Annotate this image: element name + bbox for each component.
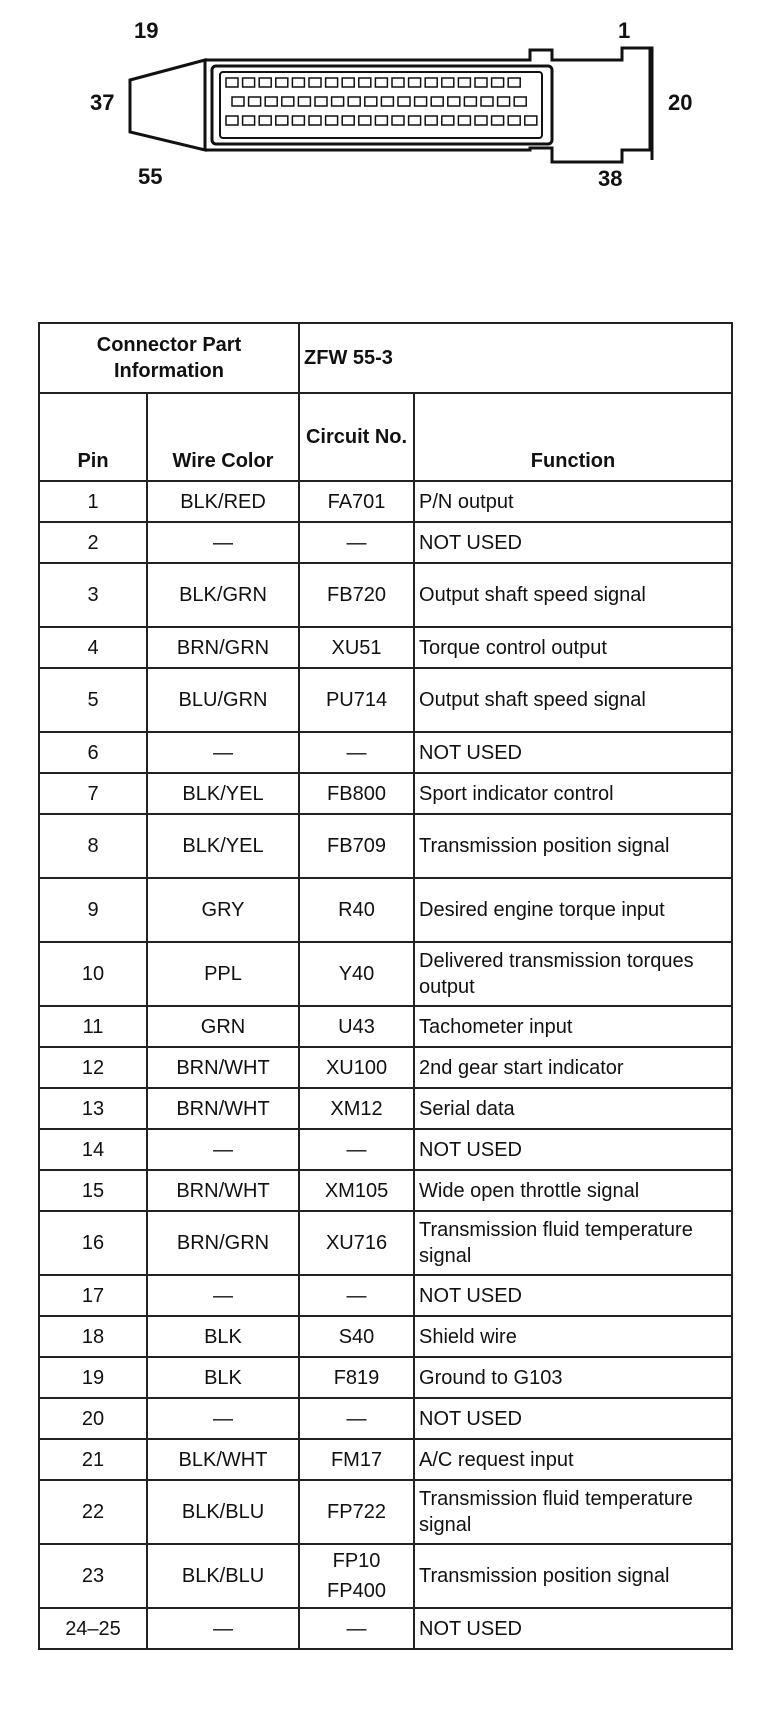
table-row <box>39 1316 732 1357</box>
cell-function: Output shaft speed signal <box>414 668 732 732</box>
cell-pin: 4 <box>39 627 147 668</box>
connector-cavity <box>475 116 487 125</box>
circuit-line-1: FP10 <box>332 1550 381 1572</box>
connector-cavity <box>249 97 261 106</box>
cell-pin: 10 <box>39 942 147 1006</box>
connector-cavity <box>425 78 437 87</box>
table-row <box>39 1006 732 1047</box>
table-row <box>39 481 732 522</box>
table-row <box>39 563 732 627</box>
cell-function: NOT USED <box>414 732 732 773</box>
cell-function: Torque control output <box>414 627 732 668</box>
table-row <box>39 814 732 878</box>
cell-wire-color: BRN/WHT <box>147 1088 299 1129</box>
connector-cavity <box>458 78 470 87</box>
connector-cavity <box>425 116 437 125</box>
cell-circuit-no <box>299 1544 414 1608</box>
cell-pin: 11 <box>39 1006 147 1047</box>
connector-cavity <box>315 97 327 106</box>
cell-pin: 3 <box>39 563 147 627</box>
cell-pin: 5 <box>39 668 147 732</box>
cell-pin: 12 <box>39 1047 147 1088</box>
cell-function: Tachometer input <box>414 1006 732 1047</box>
connector-cavity <box>359 116 371 125</box>
cell-function: NOT USED <box>414 1398 732 1439</box>
connector-cavity <box>292 116 304 125</box>
connector-cavity <box>342 78 354 87</box>
connector-cavity <box>508 116 520 125</box>
table-row <box>39 1047 732 1088</box>
table-row <box>39 942 732 1006</box>
connector-cavity <box>259 116 271 125</box>
table-row <box>39 732 732 773</box>
connector-cavity <box>282 97 294 106</box>
cell-wire-color: GRN <box>147 1006 299 1047</box>
connector-cavity <box>292 78 304 87</box>
cell-wire-color: BLK/GRN <box>147 563 299 627</box>
table-row <box>39 773 732 814</box>
table-row <box>39 668 732 732</box>
table-row <box>39 1357 732 1398</box>
cell-pin: 8 <box>39 814 147 878</box>
connector-cavity <box>298 97 310 106</box>
cell-function: Output shaft speed signal <box>414 563 732 627</box>
pin-label-left: 37 <box>90 90 115 115</box>
connector-cavity <box>448 97 460 106</box>
connector-cavity <box>431 97 443 106</box>
connector-cavity <box>492 116 504 125</box>
cell-pin: 1 <box>39 481 147 522</box>
cell-function: NOT USED <box>414 1275 732 1316</box>
cell-pin: 6 <box>39 732 147 773</box>
cell-circuit-no: XU716 <box>299 1211 414 1275</box>
cell-wire-color: BRN/WHT <box>147 1047 299 1088</box>
cell-circuit-no: R40 <box>299 878 414 942</box>
cell-circuit-no: FP722 <box>299 1480 414 1544</box>
connector-cavity <box>276 116 288 125</box>
connector-cavity <box>309 78 321 87</box>
cell-pin: 20 <box>39 1398 147 1439</box>
cell-function: Ground to G103 <box>414 1357 732 1398</box>
cell-pin: 15 <box>39 1170 147 1211</box>
cell-circuit-no: XM105 <box>299 1170 414 1211</box>
header-function: Function <box>414 393 732 481</box>
connector-cavity <box>398 97 410 106</box>
connector-cavity <box>464 97 476 106</box>
cell-pin: 13 <box>39 1088 147 1129</box>
cell-pin: 17 <box>39 1275 147 1316</box>
cell-wire-color: BRN/GRN <box>147 1211 299 1275</box>
cell-circuit-no: — <box>299 1608 414 1649</box>
cell-pin: 2 <box>39 522 147 563</box>
connector-part-number: ZFW 55-3 <box>299 323 732 393</box>
cell-function: Transmission position signal <box>414 1544 732 1608</box>
connector-cavity <box>381 97 393 106</box>
table-row <box>39 1439 732 1480</box>
cell-wire-color: BLK/WHT <box>147 1439 299 1480</box>
cell-circuit-no: FA701 <box>299 481 414 522</box>
cell-circuit-no: FM17 <box>299 1439 414 1480</box>
cell-circuit-no: — <box>299 1129 414 1170</box>
cell-pin: 7 <box>39 773 147 814</box>
connector-cavity <box>375 78 387 87</box>
connector-cavity <box>326 78 338 87</box>
cell-function: Transmission position signal <box>414 814 732 878</box>
cell-circuit-no: — <box>299 522 414 563</box>
cell-wire-color: BLK <box>147 1316 299 1357</box>
table-row <box>39 627 732 668</box>
table-row <box>39 1608 732 1649</box>
cell-function: Serial data <box>414 1088 732 1129</box>
cell-wire-color: PPL <box>147 942 299 1006</box>
connector-cavity <box>392 78 404 87</box>
connector-cavity <box>226 78 238 87</box>
pin-label-top-left: 19 <box>134 18 159 43</box>
connector-cavity <box>359 78 371 87</box>
cell-function: Transmission fluid temperature signal <box>414 1480 732 1544</box>
connector-cavity <box>475 78 487 87</box>
cell-wire-color: — <box>147 1398 299 1439</box>
connector-cavity <box>481 97 493 106</box>
cell-wire-color: — <box>147 732 299 773</box>
cell-circuit-no: XM12 <box>299 1088 414 1129</box>
pin-label-top-right: 1 <box>618 18 631 43</box>
cell-function: P/N output <box>414 481 732 522</box>
cell-wire-color: BLK/BLU <box>147 1480 299 1544</box>
cell-pin: 24–25 <box>39 1608 147 1649</box>
cell-pin: 18 <box>39 1316 147 1357</box>
table-row <box>39 1398 732 1439</box>
connector-cavity <box>348 97 360 106</box>
pinout-table <box>38 322 733 1650</box>
table-row <box>39 1088 732 1129</box>
connector-cavity <box>332 97 344 106</box>
cell-wire-color: BLK/YEL <box>147 773 299 814</box>
cell-function: NOT USED <box>414 1129 732 1170</box>
cell-function: A/C request input <box>414 1439 732 1480</box>
connector-cavity <box>508 78 520 87</box>
cell-function: Sport indicator control <box>414 773 732 814</box>
connector-cavity <box>326 116 338 125</box>
cell-circuit-no: XU100 <box>299 1047 414 1088</box>
table-row <box>39 1544 732 1608</box>
table-body <box>39 481 732 1649</box>
cell-function: Delivered transmission torques output <box>414 942 732 1006</box>
table-row <box>39 1129 732 1170</box>
cell-pin: 9 <box>39 878 147 942</box>
cell-function: 2nd gear start indicator <box>414 1047 732 1088</box>
connector-cavity <box>243 116 255 125</box>
cell-circuit-no: S40 <box>299 1316 414 1357</box>
connector-cavity <box>226 116 238 125</box>
cell-circuit-no: PU714 <box>299 668 414 732</box>
pin-label-bottom-right: 38 <box>598 166 623 191</box>
cell-function: Transmission fluid temperature signal <box>414 1211 732 1275</box>
connector-diagram <box>0 0 768 230</box>
cell-circuit-no: FB709 <box>299 814 414 878</box>
table-row <box>39 522 732 563</box>
connector-cavity <box>514 97 526 106</box>
cell-wire-color: BLK/RED <box>147 481 299 522</box>
connector-cavity <box>442 78 454 87</box>
connector-cavity <box>365 97 377 106</box>
connector-cavity <box>409 78 421 87</box>
cell-pin: 21 <box>39 1439 147 1480</box>
cell-wire-color: — <box>147 1608 299 1649</box>
cell-pin: 19 <box>39 1357 147 1398</box>
cell-pin: 22 <box>39 1480 147 1544</box>
cell-wire-color: BLU/GRN <box>147 668 299 732</box>
connector-cavity <box>525 116 537 125</box>
cell-circuit-no: — <box>299 1398 414 1439</box>
header-wire-color: Wire Color <box>147 393 299 481</box>
cell-function: NOT USED <box>414 522 732 563</box>
table-row <box>39 1275 732 1316</box>
cell-circuit-no: U43 <box>299 1006 414 1047</box>
cell-pin: 16 <box>39 1211 147 1275</box>
connector-cavity <box>232 97 244 106</box>
header-circuit-no: Circuit No. <box>299 393 414 481</box>
connector-cavity <box>442 116 454 125</box>
connector-cavity <box>276 78 288 87</box>
cell-function: NOT USED <box>414 1608 732 1649</box>
cell-circuit-no: — <box>299 1275 414 1316</box>
connector-outline <box>0 0 768 230</box>
cell-wire-color: BRN/WHT <box>147 1170 299 1211</box>
pin-label-right: 20 <box>668 90 693 115</box>
table-row <box>39 878 732 942</box>
table-row <box>39 1211 732 1275</box>
cell-wire-color: — <box>147 522 299 563</box>
cell-circuit-no: FB720 <box>299 563 414 627</box>
cell-function: Wide open throttle signal <box>414 1170 732 1211</box>
cell-wire-color: — <box>147 1129 299 1170</box>
cell-wire-color: GRY <box>147 878 299 942</box>
pinout-table-container <box>38 322 731 1650</box>
cell-circuit-no: XU51 <box>299 627 414 668</box>
cell-function: Desired engine torque input <box>414 878 732 942</box>
connector-cavity <box>458 116 470 125</box>
connector-cavity <box>415 97 427 106</box>
pin-label-bottom-left: 55 <box>138 164 163 189</box>
cell-pin: 14 <box>39 1129 147 1170</box>
connector-part-info-label: Connector Part Information <box>39 323 299 393</box>
connector-cavity <box>309 116 321 125</box>
cell-circuit-no: — <box>299 732 414 773</box>
connector-cavity <box>243 78 255 87</box>
cell-wire-color: BLK <box>147 1357 299 1398</box>
cell-wire-color: BLK/BLU <box>147 1544 299 1608</box>
cell-circuit-no: F819 <box>299 1357 414 1398</box>
cell-wire-color: — <box>147 1275 299 1316</box>
connector-cavity <box>392 116 404 125</box>
cell-circuit-no: FB800 <box>299 773 414 814</box>
connector-cavity <box>342 116 354 125</box>
header-pin: Pin <box>39 393 147 481</box>
circuit-line-2: FP400 <box>327 1580 386 1602</box>
cell-circuit-no: Y40 <box>299 942 414 1006</box>
connector-cavity <box>259 78 271 87</box>
cell-function: Shield wire <box>414 1316 732 1357</box>
table-row <box>39 1170 732 1211</box>
cell-wire-color: BRN/GRN <box>147 627 299 668</box>
cell-wire-color: BLK/YEL <box>147 814 299 878</box>
connector-cavity <box>265 97 277 106</box>
connector-cavity <box>498 97 510 106</box>
cell-pin: 23 <box>39 1544 147 1608</box>
connector-cavity <box>375 116 387 125</box>
connector-cavity <box>492 78 504 87</box>
connector-cavity <box>409 116 421 125</box>
table-row <box>39 1480 732 1544</box>
